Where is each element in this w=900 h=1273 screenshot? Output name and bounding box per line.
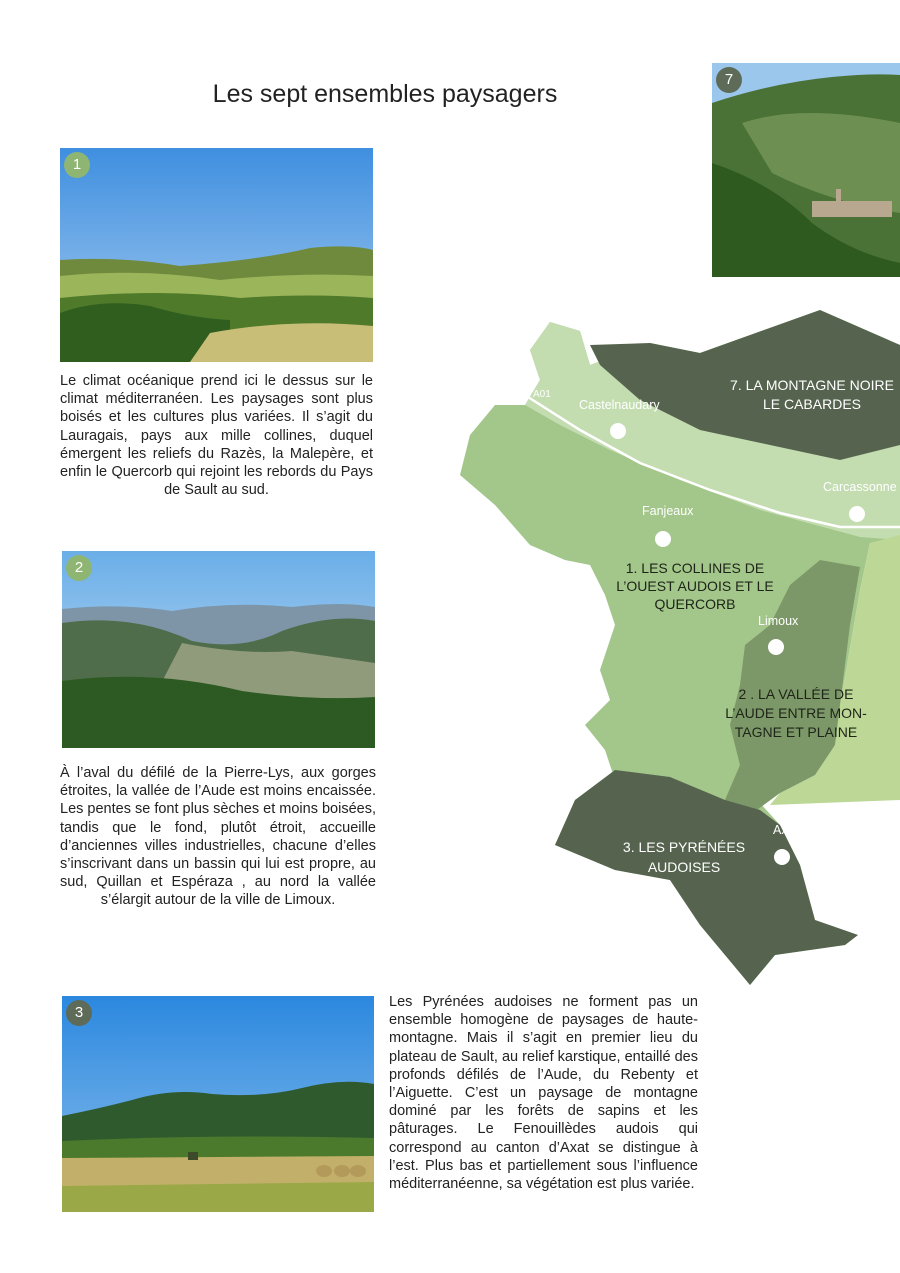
badge-3: 3: [66, 1000, 92, 1026]
highway-label: A01: [533, 389, 551, 400]
photo-valley-landscape: [62, 551, 375, 748]
caption-1: Le climat océanique prend ici le dessus sur le climat méditerranéen. Les paysages sont plus boisés et les cultures plus variées. Il s’agit du Lauragais, pays aux mille collines, duquel émergent les reliefs du Razès, la Malepère, et enfin le Quercorb qui rejoint les rebords du Pays de Sault au sud.: [60, 373, 373, 499]
zone-label-pyrenees-line1: 3. LES PYRÉNÉES: [622, 839, 746, 855]
badge-1: 1: [64, 152, 90, 178]
photo-forest-village: [712, 63, 900, 277]
town-dot-castelnaudary: [610, 423, 626, 439]
town-dot-limoux: [768, 639, 784, 655]
town-label-limoux: Limoux: [758, 614, 799, 628]
zone-label-vallee-line2: L’AUDE ENTRE MON-: [725, 705, 867, 721]
zone-label-pyrenees-line2: AUDOISES: [647, 859, 721, 875]
town-dot-axat: [774, 849, 790, 865]
town-label-castelnaudary: Castelnaudary: [579, 398, 660, 412]
zone-label-collines-line2: L’OUEST AUDOIS ET LE: [616, 578, 774, 594]
town-dot-fanjeaux: [655, 531, 671, 547]
zone-label-collines-line3: QUERCORB: [654, 596, 736, 612]
badge-7: 7: [716, 67, 742, 93]
town-label-fanjeaux: Fanjeaux: [642, 504, 694, 518]
caption-2: À l’aval du défilé de la Pierre-Lys, aux gorges étroites, la vallée de l’Aude est moins encaissée. Les pentes se font plus sèches et moins boisées, tandis que le fond, plutôt étroit, accueille d’anciennes villes industrielles, chacune d’elles s’inscrivant dans un bassin qui lui est propre, au sud, Quillan et Espéraza , au nord la vallée s’élargit autour de la ville de Limoux.: [60, 765, 376, 909]
landscape-map: [440, 305, 900, 990]
zone-label-collines-line1: 1. LES COLLINES DE: [625, 560, 765, 576]
badge-2: 2: [66, 555, 92, 581]
town-dot-carcassonne: [849, 506, 865, 522]
town-label-carcassonne: Carcassonne: [823, 480, 897, 494]
caption-3: Les Pyrénées audoises ne forment pas un ensemble homogène de paysages de haute-montagne. Mais il s’agit en premier lieu du plateau de Sault, au relief karstique, entaillé des profonds défilés de l’Aude, du Rebenty et l’Aiguette. C’est un paysage de montagne dominé par les forêts de sapins et les pâturages. Le Fenouillèdes audois qui correspond au canton d’Axat se distingue à l’est. Plus bas et partiellement sous l’influence méditerranéenne, sa végétation est plus variée.: [389, 994, 698, 1193]
town-label-axat: Axat: [773, 823, 799, 837]
zone-label-vallee-line3: TAGNE ET PLAINE: [734, 724, 858, 740]
photo-mountain-meadow: [62, 996, 374, 1212]
zone-label-montagne-noire-line2: LE CABARDES: [762, 396, 862, 412]
zone-label-vallee-line1: 2 . LA VALLÉE DE: [738, 686, 854, 702]
photo-hills-landscape: [60, 148, 373, 362]
page-title: Les sept ensembles paysagers: [212, 80, 558, 108]
zone-label-montagne-noire-line1: 7. LA MONTAGNE NOIRE: [730, 377, 894, 393]
